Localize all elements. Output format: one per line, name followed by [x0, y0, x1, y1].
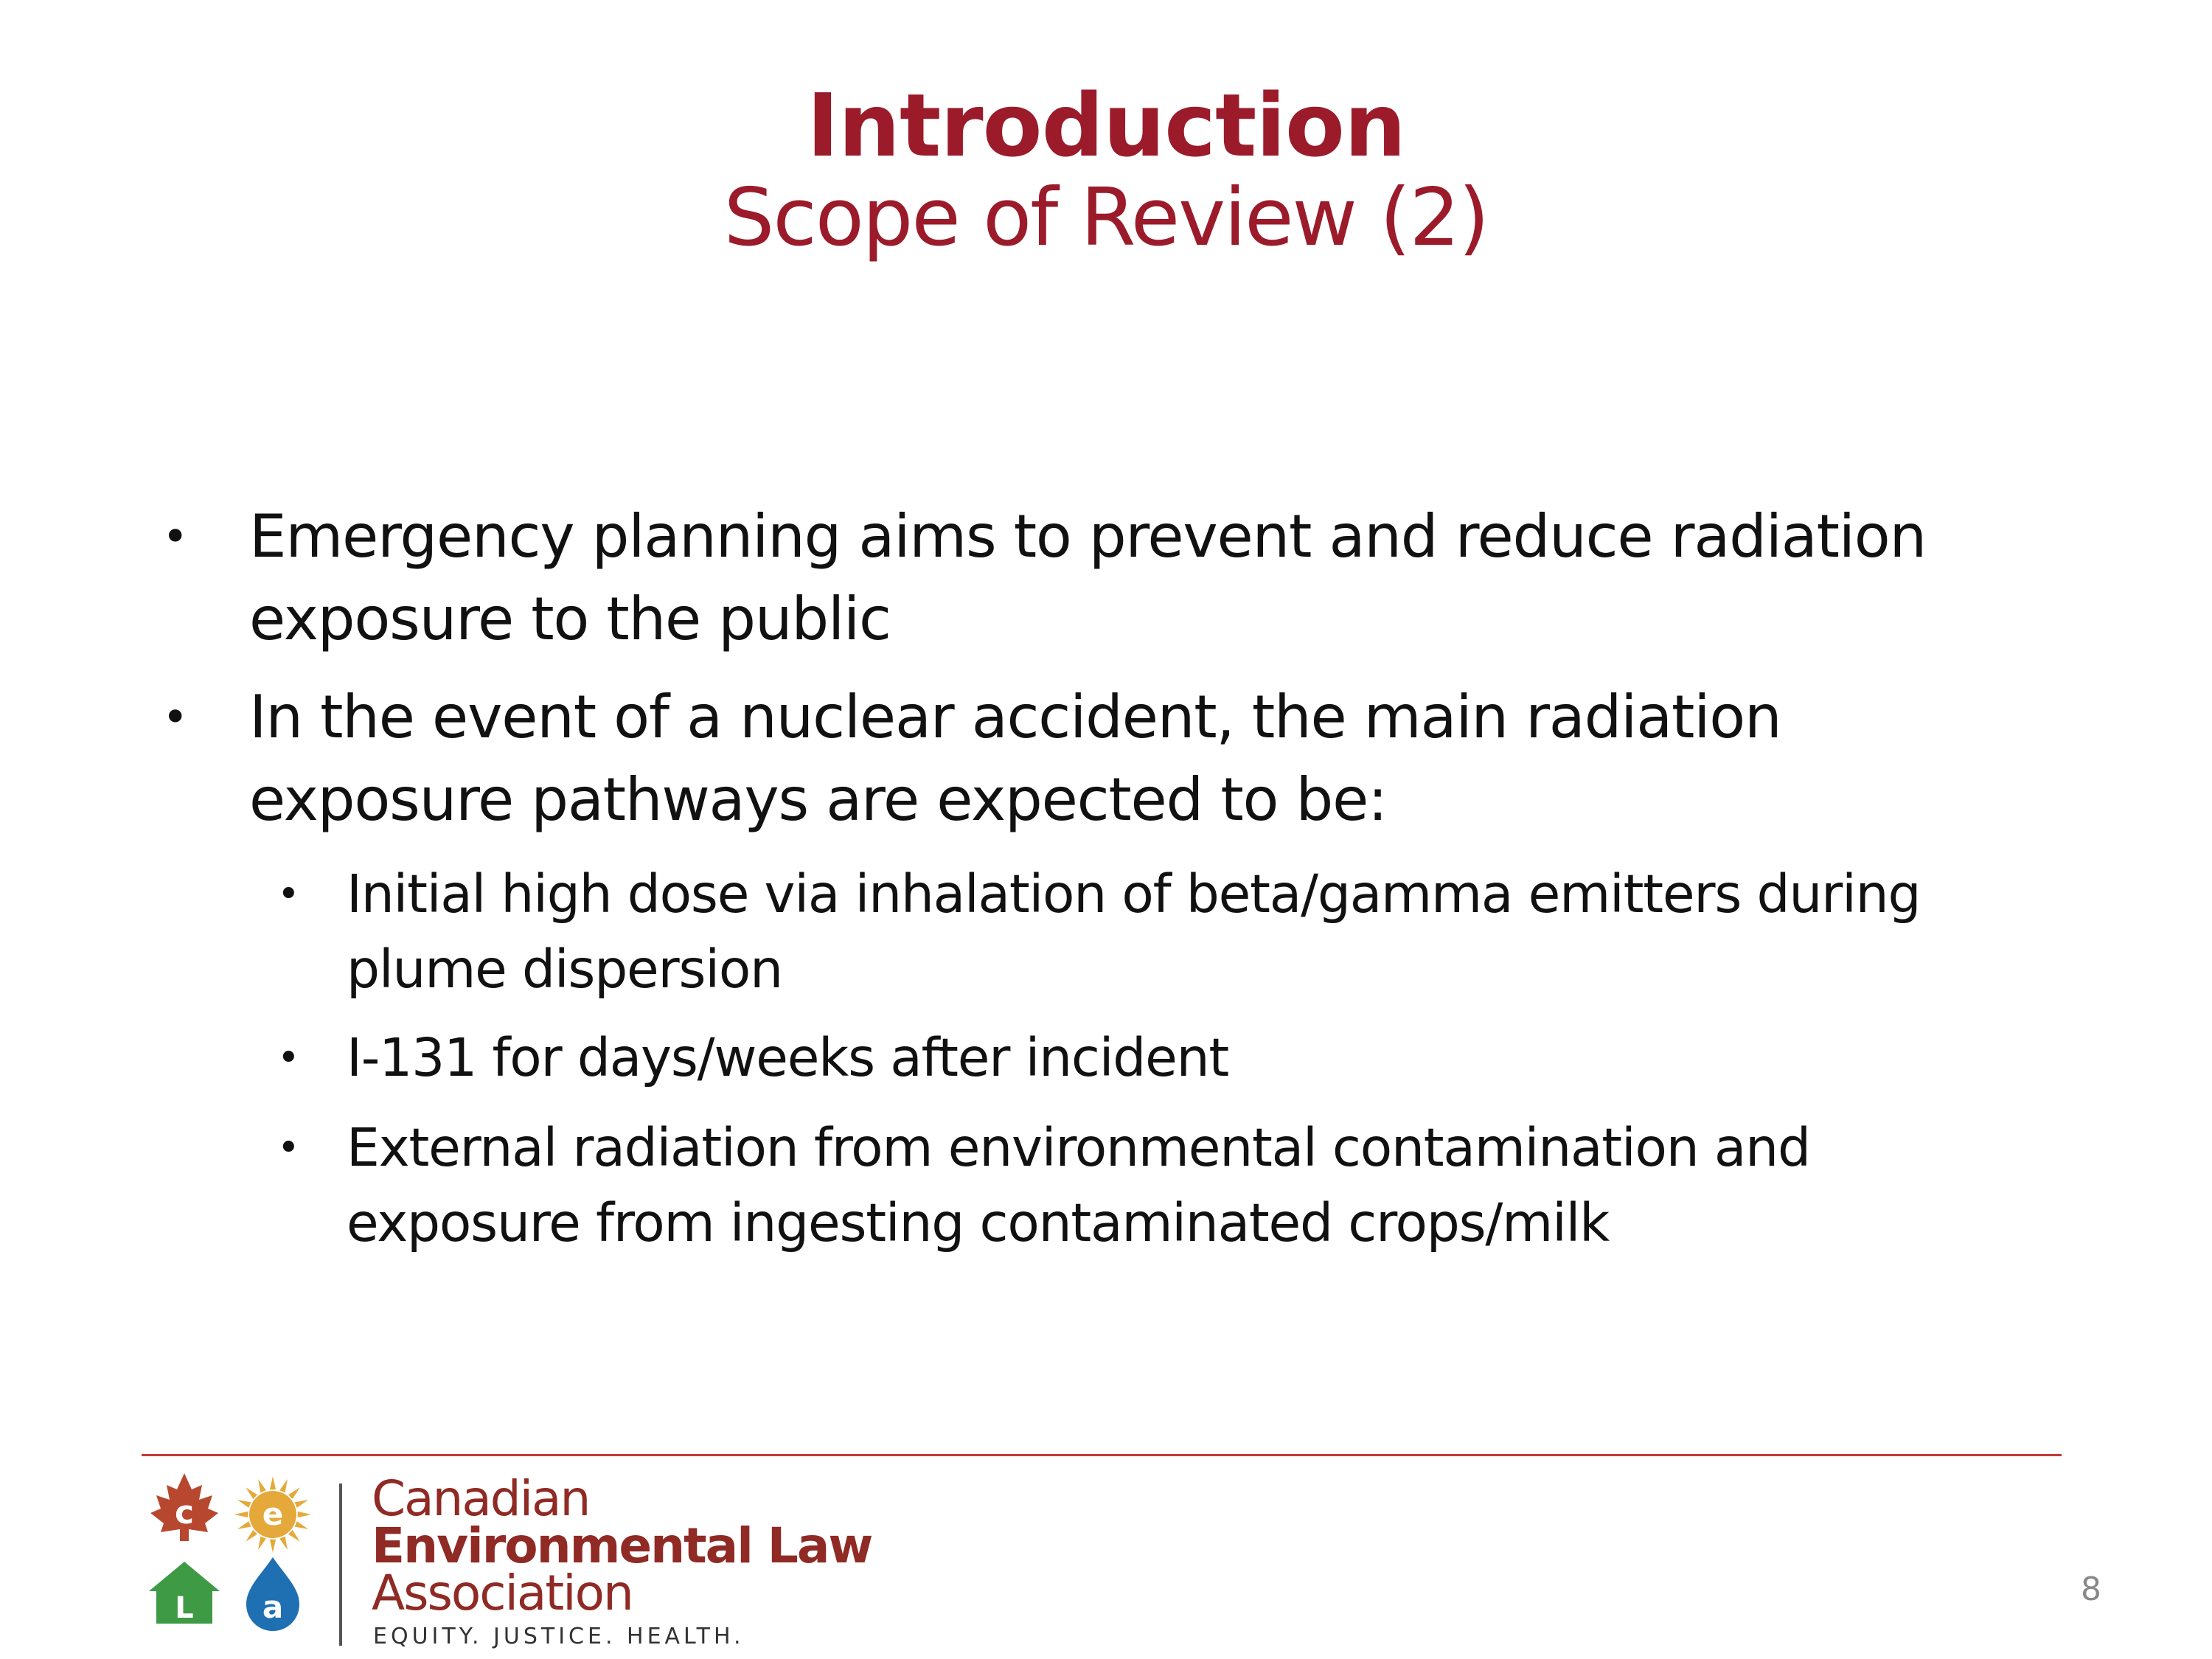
sun-ray	[237, 1500, 251, 1508]
sun-ray	[234, 1512, 248, 1517]
title-block	[0, 70, 2212, 262]
sun-ray	[288, 1530, 300, 1542]
bullet-marker: •	[162, 692, 189, 743]
bullet-text: Initial high dose via inhalation of beta/gamma emitters during plume dispersion	[347, 863, 1921, 1000]
sun-ray	[288, 1487, 300, 1499]
sun-icon	[234, 1476, 311, 1553]
cela-logo	[142, 1467, 872, 1659]
slide-subtitle: Scope of Review (2)	[723, 172, 1489, 264]
slide-title: Introduction	[807, 74, 1405, 176]
svg-text:c: c	[174, 1494, 195, 1531]
page-number: 8	[2081, 1571, 2101, 1608]
sun-ray	[298, 1512, 311, 1517]
svg-text:e: e	[262, 1496, 284, 1532]
maple-leaf-icon	[150, 1473, 218, 1541]
sun-ray	[279, 1537, 288, 1550]
logo-mark	[142, 1467, 333, 1659]
logo-tagline: EQUITY. JUSTICE. HEALTH.	[373, 1624, 745, 1649]
sun-ray	[258, 1537, 266, 1550]
bullet-marker: •	[162, 511, 189, 563]
footer-divider	[142, 1454, 2062, 1456]
logo-separator	[339, 1484, 342, 1646]
logo-text-line3: Association	[372, 1565, 633, 1621]
house-icon	[149, 1562, 220, 1625]
sun-ray	[279, 1479, 288, 1492]
sun-ray	[246, 1487, 257, 1499]
sun-ray	[270, 1540, 276, 1553]
water-drop-icon	[246, 1557, 299, 1631]
svg-text:a: a	[262, 1589, 284, 1625]
sun-ray	[270, 1476, 276, 1489]
sun-ray	[258, 1479, 266, 1492]
bullet-text: In the event of a nuclear accident, the main radiation exposure pathways are expected to be:	[249, 683, 1781, 834]
bullet-text: I-131 for days/weeks after incident	[347, 1027, 1229, 1088]
bullet-marker: •	[277, 1036, 300, 1080]
sun-ray	[295, 1521, 308, 1529]
bullet-marker: •	[277, 872, 300, 917]
sun-ray	[237, 1521, 251, 1529]
logo-text-line2: Environmental Law	[372, 1517, 872, 1574]
sun-ray	[246, 1530, 257, 1542]
bullet-marker: •	[277, 1126, 300, 1170]
bullet-text: External radiation from environmental contamination and exposure from ingesting contaminated crops/milk	[347, 1117, 1810, 1253]
bullet-text: Emergency planning aims to prevent and reduce radiation exposure to the public	[249, 502, 1927, 653]
sun-ray	[295, 1500, 308, 1508]
svg-text:L: L	[175, 1591, 194, 1625]
logo-text-line1: Canadian	[372, 1470, 590, 1527]
